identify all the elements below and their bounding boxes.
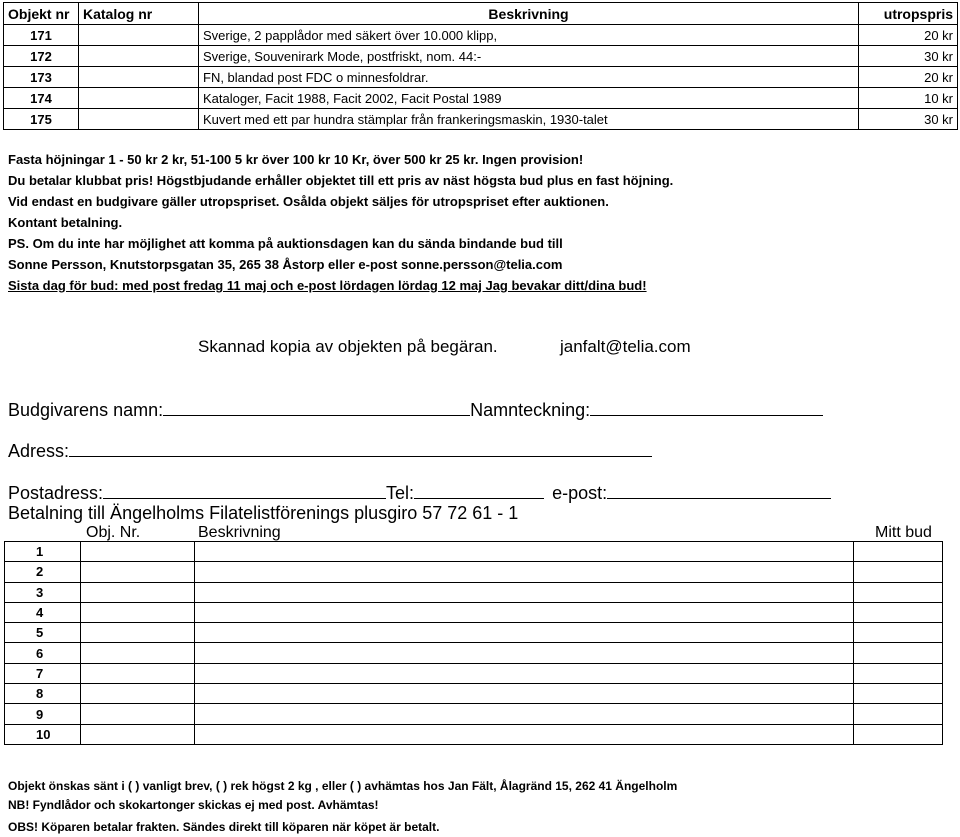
contact-address: Sonne Persson, Knutstorpsgatan 35, 265 38 Åstorp eller e-post sonne.persson@telia.com <box>8 257 563 272</box>
address-field[interactable] <box>69 442 652 457</box>
signature-label: Namnteckning: <box>470 400 591 420</box>
deadline-notice: Sista dag för bud: med post fredag 11 maj och e-post lördagen lördag 12 maj Jag bevakar ditt/dina bud! <box>8 278 647 293</box>
bid-amount-cell[interactable] <box>854 704 943 724</box>
bid-obj-cell[interactable] <box>81 663 195 683</box>
header-beskrivning: Beskrivning <box>199 3 859 25</box>
utropspris-cell: 30 kr <box>859 109 958 130</box>
bid-desc-cell[interactable] <box>195 623 854 643</box>
bid-obj-cell[interactable] <box>81 684 195 704</box>
katalog-nr-cell <box>79 25 199 46</box>
table-row <box>4 67 958 88</box>
address-row <box>8 441 652 462</box>
email-field[interactable] <box>607 484 831 499</box>
bid-row <box>5 582 943 602</box>
scan-copy-text: Skannad kopia av objekten på begäran. <box>198 337 498 356</box>
bidder-name-row <box>8 400 823 421</box>
bid-amount-cell[interactable] <box>854 724 943 744</box>
objekt-nr-cell: 172 <box>4 46 79 67</box>
bid-row-number: 3 <box>5 582 81 602</box>
bidder-name-label: Budgivarens namn: <box>8 400 164 420</box>
objekt-nr-cell: 171 <box>4 25 79 46</box>
bid-row <box>5 542 943 562</box>
bid-row <box>5 704 943 724</box>
bid-header-bid: Mitt bud <box>875 524 932 541</box>
bid-amount-cell[interactable] <box>854 562 943 582</box>
payment-info: Betalning till Ängelholms Filatelistförenings plusgiro 57 72 61 - 1 <box>8 503 519 523</box>
bid-amount-cell[interactable] <box>854 602 943 622</box>
scan-email: janfalt@telia.com <box>560 337 691 356</box>
objekt-nr-cell: 173 <box>4 67 79 88</box>
email-label: e-post: <box>552 483 608 503</box>
bid-row-number: 4 <box>5 602 81 622</box>
rule-single-bidder: Vid endast en budgivare gäller utropspriset. Osålda objekt säljes för utropspriset efter auktionen. <box>8 194 609 209</box>
bid-obj-cell[interactable] <box>81 643 195 663</box>
bidder-name-field[interactable] <box>163 401 470 416</box>
beskrivning-cell: Kuvert med ett par hundra stämplar från frankeringsmaskin, 1930-talet <box>199 109 859 130</box>
bid-row-number: 5 <box>5 623 81 643</box>
table-row <box>4 46 958 67</box>
table-row <box>4 109 958 130</box>
obs-notice: OBS! Köparen betalar frakten. Sändes direkt till köparen när köpet är betalt. <box>8 820 440 834</box>
beskrivning-cell: FN, blandad post FDC o minnesfoldrar. <box>199 67 859 88</box>
bid-row <box>5 663 943 683</box>
signature-field[interactable] <box>590 401 823 416</box>
bid-row <box>5 562 943 582</box>
bid-row <box>5 724 943 744</box>
bid-row-number: 6 <box>5 643 81 663</box>
beskrivning-cell: Sverige, 2 papplådor med säkert över 10.000 klipp, <box>199 25 859 46</box>
katalog-nr-cell <box>79 88 199 109</box>
catalog-header-row <box>4 3 958 25</box>
bid-row <box>5 643 943 663</box>
bid-desc-cell[interactable] <box>195 684 854 704</box>
beskrivning-cell: Kataloger, Facit 1988, Facit 2002, Facit Postal 1989 <box>199 88 859 109</box>
bid-row-number: 8 <box>5 684 81 704</box>
utropspris-cell: 20 kr <box>859 67 958 88</box>
bid-obj-cell[interactable] <box>81 623 195 643</box>
postal-field[interactable] <box>103 484 386 499</box>
header-katalog-nr: Katalog nr <box>79 3 199 25</box>
bid-row-number: 10 <box>5 724 81 744</box>
bid-amount-cell[interactable] <box>854 684 943 704</box>
bid-amount-cell[interactable] <box>854 542 943 562</box>
rule-ps: PS. Om du inte har möjlighet att komma på auktionsdagen kan du sända bindande bud till <box>8 236 563 251</box>
bid-amount-cell[interactable] <box>854 643 943 663</box>
bid-desc-cell[interactable] <box>195 704 854 724</box>
tel-field[interactable] <box>414 484 544 499</box>
catalog-table <box>3 2 958 130</box>
bid-table <box>4 541 943 745</box>
tel-label: Tel: <box>386 483 415 503</box>
bid-amount-cell[interactable] <box>854 582 943 602</box>
rule-pricing: Du betalar klubbat pris! Högstbjudande erhåller objektet till ett pris av näst högsta bud plus en fast höjning. <box>8 173 674 188</box>
bid-obj-cell[interactable] <box>81 542 195 562</box>
bid-header-desc: Beskrivning <box>198 524 281 541</box>
bid-desc-cell[interactable] <box>195 643 854 663</box>
rule-cash: Kontant betalning. <box>8 215 123 230</box>
bid-row-number: 1 <box>5 542 81 562</box>
bid-row <box>5 623 943 643</box>
bid-desc-cell[interactable] <box>195 562 854 582</box>
bid-desc-cell[interactable] <box>195 582 854 602</box>
bid-row <box>5 684 943 704</box>
beskrivning-cell: Sverige, Souvenirark Mode, postfriskt, nom. 44:- <box>199 46 859 67</box>
bid-row-number: 9 <box>5 704 81 724</box>
bid-obj-cell[interactable] <box>81 582 195 602</box>
utropspris-cell: 30 kr <box>859 46 958 67</box>
header-utropspris: utropspris <box>859 3 958 25</box>
bid-obj-cell[interactable] <box>81 724 195 744</box>
bid-row-number: 7 <box>5 663 81 683</box>
katalog-nr-cell <box>79 67 199 88</box>
utropspris-cell: 20 kr <box>859 25 958 46</box>
katalog-nr-cell <box>79 109 199 130</box>
katalog-nr-cell <box>79 46 199 67</box>
objekt-nr-cell: 174 <box>4 88 79 109</box>
bid-amount-cell[interactable] <box>854 663 943 683</box>
postal-label: Postadress: <box>8 483 104 503</box>
bid-obj-cell[interactable] <box>81 704 195 724</box>
header-objekt-nr: Objekt nr <box>4 3 79 25</box>
utropspris-cell: 10 kr <box>859 88 958 109</box>
bid-obj-cell[interactable] <box>81 602 195 622</box>
table-row <box>4 25 958 46</box>
bid-row-number: 2 <box>5 562 81 582</box>
nb-notice: NB! Fyndlådor och skokartonger skickas ej med post. Avhämtas! <box>8 798 379 812</box>
bid-obj-cell[interactable] <box>81 562 195 582</box>
bid-desc-cell[interactable] <box>195 542 854 562</box>
table-row <box>4 88 958 109</box>
bid-desc-cell[interactable] <box>195 724 854 744</box>
postal-row <box>8 483 831 504</box>
delivery-options: Objekt önskas sänt i ( ) vanligt brev, ( ) rek högst 2 kg , eller ( ) avhämtas hos Jan Fält, Ålagränd 15, 262 41 Ängelholm <box>8 779 678 793</box>
bid-amount-cell[interactable] <box>854 623 943 643</box>
bid-header-obj: Obj. Nr. <box>86 524 141 541</box>
objekt-nr-cell: 175 <box>4 109 79 130</box>
rule-increments: Fasta höjningar 1 - 50 kr 2 kr, 51-100 5 kr över 100 kr 10 Kr, över 500 kr 25 kr. Ingen provision! <box>8 152 584 167</box>
bid-row <box>5 602 943 622</box>
bid-desc-cell[interactable] <box>195 602 854 622</box>
bid-desc-cell[interactable] <box>195 663 854 683</box>
address-label: Adress: <box>8 441 70 461</box>
